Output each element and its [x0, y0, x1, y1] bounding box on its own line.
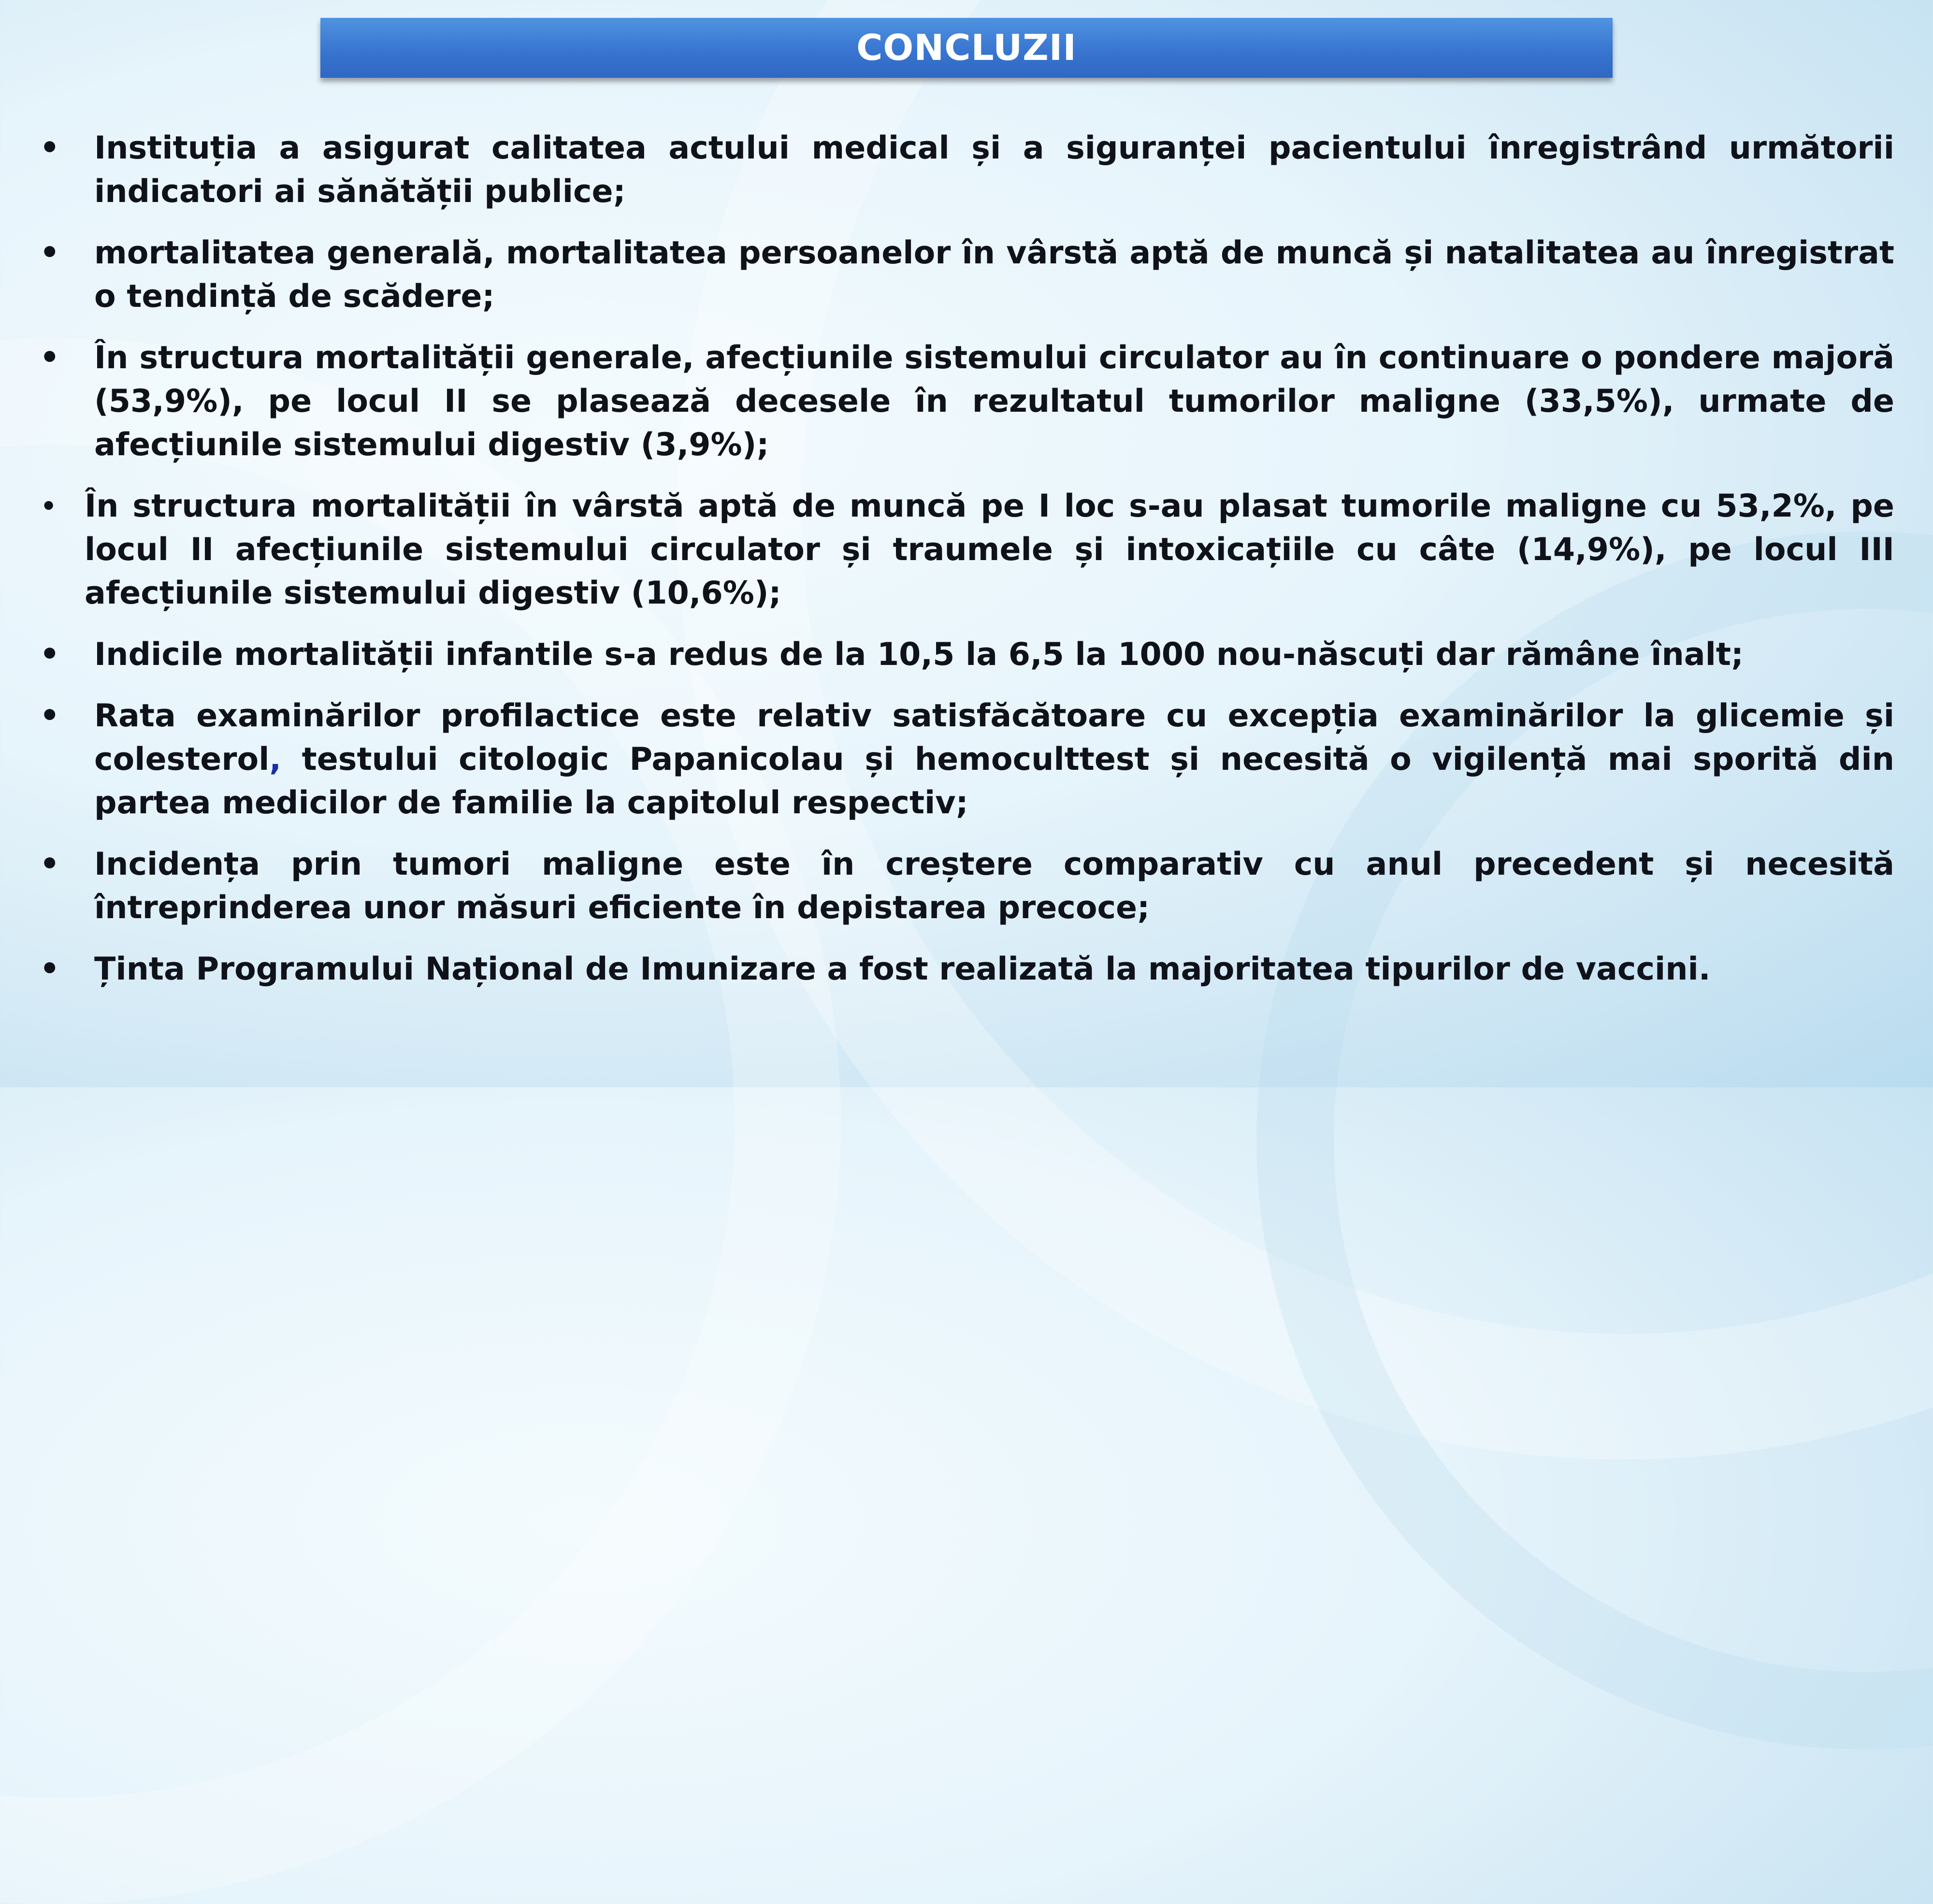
bullet-icon: • [40, 340, 60, 376]
list-item [34, 336, 1894, 467]
list-item [34, 231, 1894, 318]
list-item [34, 948, 1894, 991]
list-item-text: În structura mortalității generale, afecțiunile sistemului circulator au în continuare o pondere majoră (53,9%), pe locul II se plasează decesele în rezultatul tumorilor maligne (33,5%), urmate de afecțiunile sistemului digestiv (3,9%); [94, 340, 1894, 463]
list-item-text: Indicile mortalității infantile s-a redus de la 10,5 la 6,5 la 1000 nou-născuți dar rămâne înalt; [94, 636, 1744, 673]
bullet-icon: • [40, 951, 60, 987]
list-item [34, 694, 1894, 825]
conclusions-list [34, 127, 1894, 1009]
bullet-icon: • [41, 492, 57, 521]
list-item-text: mortalitatea generală, mortalitatea persoanelor în vârstă aptă de muncă și natalitatea au înregistrat o tendință de scădere; [94, 235, 1894, 315]
list-item-text [94, 698, 1894, 821]
list-item [34, 127, 1894, 214]
list-item-text: Incidența prin tumori maligne este în creștere comparativ cu anul precedent și necesită întreprinderea unor măsuri eficiente în depistarea precoce; [94, 846, 1894, 926]
list-item [34, 843, 1894, 930]
bullet-icon: • [40, 698, 60, 734]
title-banner [320, 18, 1613, 78]
list-item-text: În structura mortalității în vârstă aptă de muncă pe I loc s-au plasat tumorile maligne cu 53,2%, pe locul II afecțiunile sistemului circulator și traumele și intoxicațiile cu câte (14,9%), pe locul III afecțiunile sistemului digestiv (10,6%); [85, 488, 1894, 611]
bullet-icon: • [40, 636, 60, 673]
list-item-text: Instituția a asigurat calitatea actului medical și a siguranței pacientului înregistrând următorii indicatori ai sănătății publice; [94, 130, 1894, 210]
list-item-text: Ținta Programului Național de Imunizare a fost realizată la majoritatea tipurilor de vaccini. [94, 951, 1711, 987]
blue-comma: , [269, 741, 282, 778]
bullet-icon: • [40, 846, 60, 882]
list-item-text-part: testului citologic Papanicolau și hemoculttest și necesită o vigilență mai sporită din partea medicilor de familie la capitolul respectiv; [94, 741, 1894, 821]
page-title: CONCLUZII [856, 27, 1077, 69]
list-item [34, 633, 1894, 677]
bullet-icon: • [40, 235, 60, 271]
bullet-icon: • [40, 130, 60, 166]
list-item [34, 485, 1894, 615]
list-item-text-part: Rata examinărilor profilactice este relativ satisfăcătoare cu excepția examinărilor la glicemie și colesterol [94, 698, 1894, 778]
